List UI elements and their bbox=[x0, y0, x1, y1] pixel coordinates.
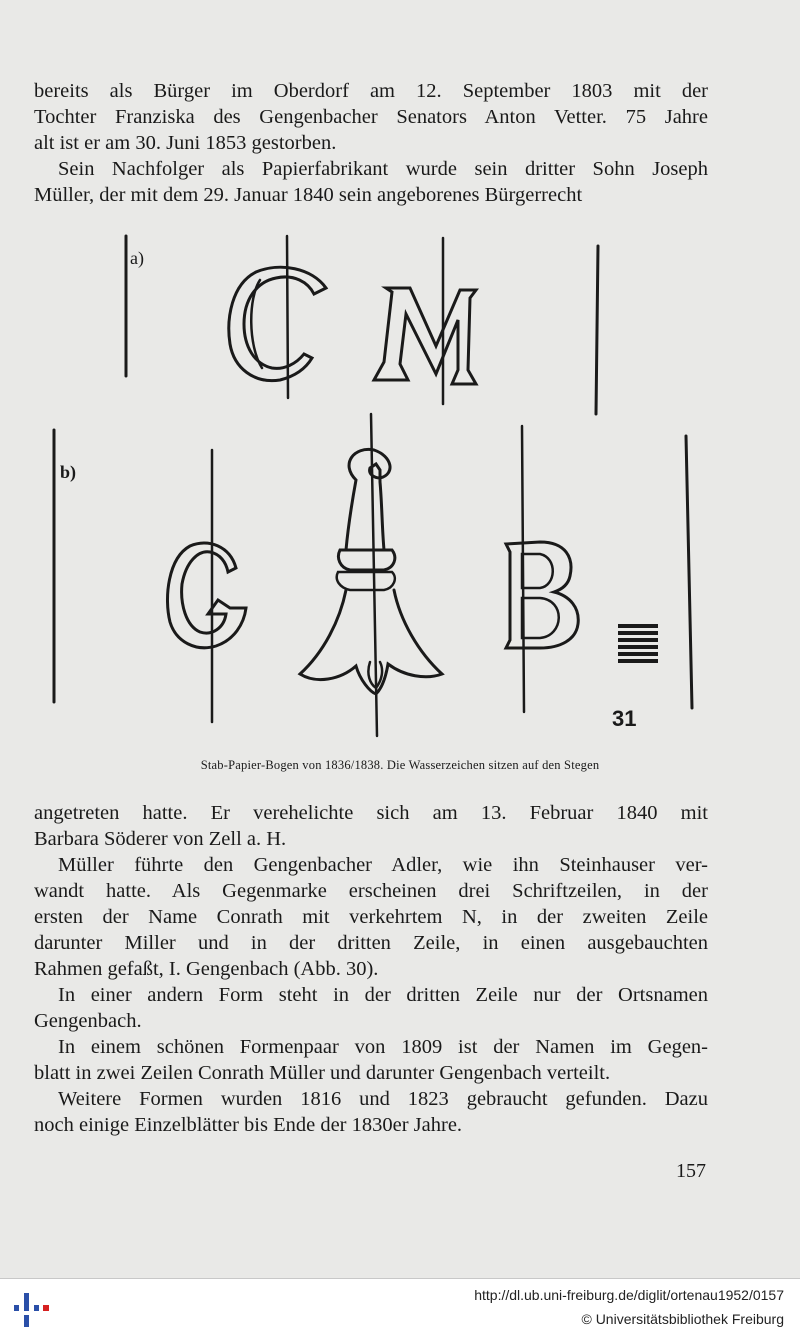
paragraph bbox=[34, 982, 708, 1034]
text-line: ersten der Name Conrath mit verkehrtem N, in der zweiten Zeile bbox=[34, 906, 708, 928]
text-line: Müller, der mit dem 29. Januar 1840 sein angeborenes Bürgerrecht bbox=[34, 184, 583, 206]
label-a: a) bbox=[130, 248, 144, 268]
watermark-figure bbox=[40, 228, 720, 748]
paragraph bbox=[34, 1034, 708, 1086]
label-b: b) bbox=[60, 462, 77, 482]
text-line: Barbara Söderer von Zell a. H. bbox=[34, 828, 287, 850]
copyright-text: © Universitätsbibliothek Freiburg bbox=[581, 1311, 784, 1327]
paragraph bbox=[34, 78, 708, 156]
staff-hook bbox=[346, 449, 390, 550]
text-line: Gengenbach. bbox=[34, 1010, 142, 1032]
library-footer bbox=[0, 1278, 800, 1337]
paragraph bbox=[34, 1086, 708, 1138]
paragraph bbox=[34, 852, 708, 982]
chain-line bbox=[596, 246, 598, 414]
letter-m-mark bbox=[374, 288, 476, 384]
text-line: wandt hatte. Als Gegenmarke erscheinen drei Schriftzeilen, in der bbox=[34, 880, 708, 902]
staff-knot bbox=[338, 550, 394, 570]
page-number: 157 bbox=[676, 1160, 706, 1182]
chain-line bbox=[686, 436, 692, 708]
text-line: Weitere Formen wurden 1816 und 1823 gebraucht gefunden. Dazu bbox=[58, 1088, 708, 1110]
text-line: Sein Nachfolger als Papierfabrikant wurde sein dritter Sohn Joseph bbox=[58, 158, 708, 180]
figure-caption: Stab-Papier-Bogen von 1836/1838. Die Wasserzeichen sitzen auf den Stegen bbox=[200, 758, 600, 772]
text-line: blatt in zwei Zeilen Conrath Müller und darunter Gengenbach verteilt. bbox=[34, 1062, 611, 1084]
text-line: In einem schönen Formenpaar von 1809 ist der Namen im Gegen- bbox=[58, 1036, 708, 1058]
letter-g-mark bbox=[167, 543, 246, 648]
text-line: alt ist er am 30. Juni 1853 gestorben. bbox=[34, 132, 337, 154]
text-line: Müller führte den Gengenbacher Adler, wie ihn Steinhauser ver- bbox=[58, 854, 708, 876]
text-line: darunter Miller und in der dritten Zeile, in einen ausgebauchten bbox=[34, 932, 708, 954]
paragraph bbox=[34, 156, 708, 208]
body-text-bottom bbox=[34, 800, 708, 1138]
source-url-link[interactable]: http://dl.ub.uni-freiburg.de/diglit/ortenau1952/0157 bbox=[474, 1287, 784, 1303]
text-line: angetreten hatte. Er verehelichte sich am 13. Februar 1840 mit bbox=[34, 802, 708, 824]
letter-b-mark bbox=[506, 542, 578, 648]
text-line: bereits als Bürger im Oberdorf am 12. September 1803 mit der bbox=[34, 80, 708, 102]
letter-c-mark bbox=[229, 267, 326, 380]
figure-number: 31 bbox=[612, 706, 637, 731]
text-line: Tochter Franziska des Gengenbacher Senators Anton Vetter. 75 Jahre bbox=[34, 106, 708, 128]
text-line: Rahmen gefaßt, I. Gengenbach (Abb. 30). bbox=[34, 958, 379, 980]
paragraph bbox=[34, 800, 708, 852]
text-line: noch einige Einzelblätter bis Ende der 1830er Jahre. bbox=[34, 1114, 463, 1136]
library-logo-icon bbox=[10, 1289, 52, 1329]
chain-line bbox=[287, 236, 288, 398]
body-text-top bbox=[34, 78, 708, 208]
text-line: In einer andern Form steht in der dritten Zeile nur der Ortsnamen bbox=[58, 984, 708, 1006]
bar-cluster bbox=[618, 624, 658, 663]
staff-bell bbox=[300, 590, 442, 694]
